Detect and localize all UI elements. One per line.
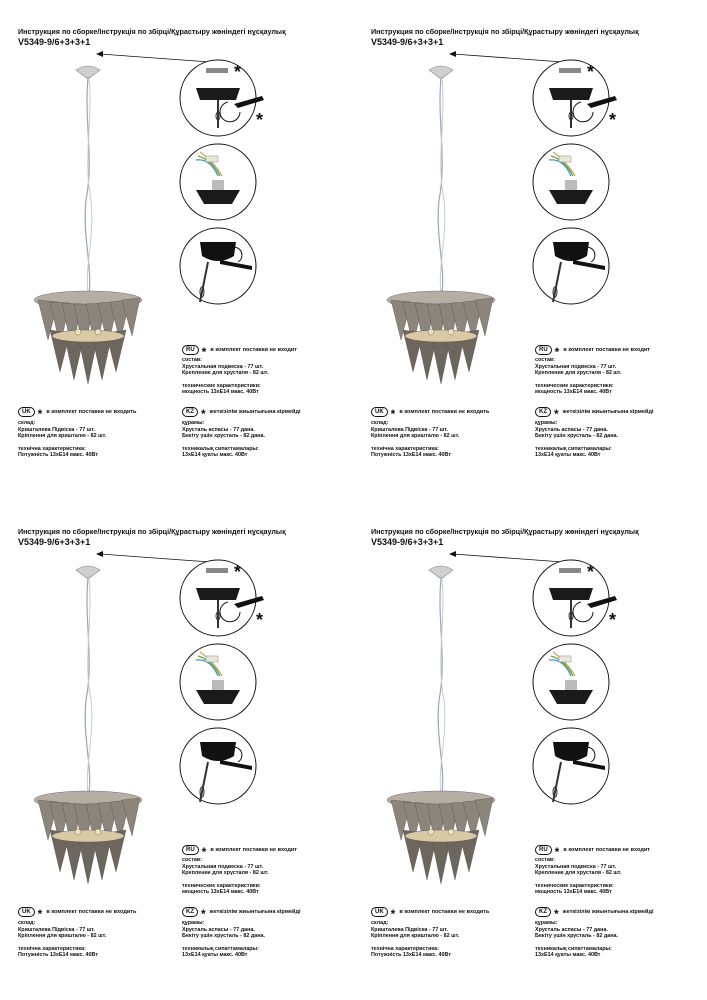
uk-specs-value: Потужність 13хЕ14 макс. 40Вт bbox=[371, 452, 451, 459]
kz-not-included: жеткізілім жиынтығына кірмейді bbox=[562, 409, 654, 415]
kz-line-2: Бекіту үшін хрусталь - 82 дана. bbox=[182, 933, 265, 940]
ru-specs-value: мощность 13хЕ14 макс. 40Вт bbox=[535, 389, 612, 396]
uk-composition-label: склад: bbox=[371, 420, 389, 426]
uk-not-included: в комплект поставки не входить bbox=[399, 409, 490, 415]
uk-line-1: Кришталева Підвіска - 77 шт. bbox=[371, 426, 448, 433]
uk-line-1: Кришталева Підвіска - 77 шт. bbox=[18, 926, 95, 933]
ru-line-1: Хрустальная подвеска - 77 шт. bbox=[535, 363, 617, 370]
ru-specs-label: технические характеристики: bbox=[535, 882, 614, 889]
uk-line-2: Кріплення для кришталю - 82 шт. bbox=[371, 933, 460, 940]
ru-specs-value: мощность 13хЕ14 макс. 40Вт bbox=[182, 389, 259, 396]
kz-specs-value: 13хЕ14 қуаты макс. 40Вт bbox=[182, 952, 248, 959]
uk-badge: UK bbox=[18, 407, 35, 417]
uk-specs-label: технічна характеристика: bbox=[18, 945, 86, 952]
cover-fix-icon bbox=[180, 728, 256, 804]
uk-badge: UK bbox=[371, 907, 388, 917]
svg-text:*: * bbox=[256, 110, 264, 130]
ru-badge: RU bbox=[535, 345, 552, 355]
ru-composition-label: состав: bbox=[535, 857, 555, 863]
svg-text:*: * bbox=[609, 110, 617, 130]
uk-header bbox=[18, 907, 137, 921]
chandelier-illustration bbox=[34, 566, 142, 884]
ru-specs-value: мощность 13хЕ14 макс. 40Вт bbox=[182, 889, 259, 896]
ru-line-2: Крепление для хрусталя - 82 шт. bbox=[535, 370, 622, 377]
pointer-arrow-icon bbox=[96, 51, 210, 62]
wiring-icon bbox=[533, 144, 609, 220]
asterisk-icon: * bbox=[554, 345, 560, 359]
ru-header bbox=[182, 345, 298, 359]
instruction-sheet bbox=[353, 0, 706, 500]
uk-not-included: в комплект поставки не входить bbox=[46, 909, 137, 915]
uk-specs-value: Потужність 13хЕ14 макс. 40Вт bbox=[18, 452, 98, 459]
uk-header bbox=[371, 907, 490, 921]
ru-specs-label: технические характеристики: bbox=[182, 382, 261, 389]
kz-not-included: жеткізілім жиынтығына кірмейді bbox=[209, 409, 301, 415]
ru-composition bbox=[182, 857, 268, 896]
chandelier-illustration bbox=[387, 66, 495, 384]
uk-line-1: Кришталева Підвіска - 77 шт. bbox=[371, 926, 448, 933]
model-number: V5349-9/6+3+3+1 bbox=[371, 37, 444, 47]
asterisk-icon: * bbox=[554, 907, 559, 921]
kz-composition-label: құрамы: bbox=[535, 920, 558, 926]
chandelier-illustration bbox=[387, 566, 495, 884]
kz-badge: KZ bbox=[535, 407, 551, 417]
ru-line-1: Хрустальная подвеска - 77 шт. bbox=[535, 863, 617, 870]
kz-composition-label: құрамы: bbox=[182, 420, 205, 426]
model-number: V5349-9/6+3+3+1 bbox=[371, 537, 444, 547]
asterisk-icon: * bbox=[554, 407, 559, 421]
kz-not-included: жеткізілім жиынтығына кірмейді bbox=[562, 909, 654, 915]
kz-specs-label: техникалық сипаттамалары: bbox=[535, 445, 612, 452]
asterisk-icon: * bbox=[37, 407, 43, 421]
kz-specs-label: техникалық сипаттамалары: bbox=[535, 945, 612, 952]
ru-not-included: в комплект поставки не входит bbox=[563, 847, 651, 853]
uk-composition bbox=[371, 920, 459, 959]
kz-header bbox=[535, 907, 654, 921]
ru-badge: RU bbox=[182, 345, 199, 355]
kz-composition bbox=[182, 920, 265, 959]
asterisk-icon: * bbox=[201, 907, 206, 921]
ru-composition bbox=[535, 357, 621, 396]
ru-line-2: Крепление для хрусталя - 82 шт. bbox=[182, 370, 269, 377]
chandelier-illustration bbox=[34, 66, 142, 384]
ru-header bbox=[182, 845, 298, 859]
kz-specs-value: 13хЕ14 қуаты макс. 40Вт bbox=[535, 452, 601, 459]
asterisk-icon: * bbox=[201, 345, 207, 359]
instruction-title: Инструкция по сборке/Інструкція по збірці/Құрастыру жөніндегі нұсқаулық bbox=[371, 27, 639, 36]
kz-header bbox=[535, 407, 654, 421]
uk-badge: UK bbox=[371, 407, 388, 417]
ru-not-included: в комплект поставки не входит bbox=[210, 847, 298, 853]
kz-header bbox=[182, 907, 301, 921]
kz-composition bbox=[535, 920, 618, 959]
model-number: V5349-9/6+3+3+1 bbox=[18, 537, 91, 547]
pointer-arrow-icon bbox=[449, 51, 563, 62]
asterisk-icon: * bbox=[201, 407, 206, 421]
ru-badge: RU bbox=[182, 845, 199, 855]
uk-line-2: Кріплення для кришталю - 82 шт. bbox=[18, 433, 107, 440]
kz-header bbox=[182, 407, 301, 421]
cover-fix-icon bbox=[533, 228, 609, 304]
ceiling-mount-icon bbox=[533, 60, 617, 136]
uk-header bbox=[18, 407, 137, 421]
ru-not-included: в комплект поставки не входит bbox=[563, 347, 651, 353]
ru-composition-label: состав: bbox=[535, 357, 555, 363]
kz-composition-label: құрамы: bbox=[182, 920, 205, 926]
ru-line-2: Крепление для хрусталя - 82 шт. bbox=[535, 870, 622, 877]
ru-composition bbox=[535, 857, 621, 896]
instruction-title: Инструкция по сборке/Інструкція по збірці/Құрастыру жөніндегі нұсқаулық bbox=[18, 27, 286, 36]
svg-text:*: * bbox=[256, 610, 264, 630]
svg-text:*: * bbox=[587, 62, 595, 82]
kz-badge: KZ bbox=[182, 407, 198, 417]
kz-line-1: Хрусталь аспасы - 77 дана. bbox=[535, 926, 608, 933]
ceiling-mount-icon bbox=[180, 60, 264, 136]
ru-composition-label: состав: bbox=[182, 357, 202, 363]
kz-line-2: Бекіту үшін хрусталь - 82 дана. bbox=[182, 433, 265, 440]
instruction-title: Инструкция по сборке/Інструкція по збірці/Құрастыру жөніндегі нұсқаулық bbox=[371, 527, 639, 536]
kz-line-1: Хрусталь аспасы - 77 дана. bbox=[182, 926, 255, 933]
uk-composition bbox=[18, 920, 106, 959]
svg-text:*: * bbox=[234, 62, 242, 82]
kz-specs-label: техникалық сипаттамалары: bbox=[182, 445, 259, 452]
ru-specs-value: мощность 13хЕ14 макс. 40Вт bbox=[535, 889, 612, 896]
uk-composition-label: склад: bbox=[371, 920, 389, 926]
uk-specs-label: технічна характеристика: bbox=[18, 445, 86, 452]
instruction-sheet bbox=[0, 0, 353, 500]
ru-line-1: Хрустальная подвеска - 77 шт. bbox=[182, 863, 264, 870]
asterisk-icon: * bbox=[390, 907, 396, 921]
uk-badge: UK bbox=[18, 907, 35, 917]
uk-composition-label: склад: bbox=[18, 920, 36, 926]
ru-not-included: в комплект поставки не входит bbox=[210, 347, 298, 353]
wiring-icon bbox=[180, 644, 256, 720]
uk-not-included: в комплект поставки не входить bbox=[46, 409, 137, 415]
uk-line-2: Кріплення для кришталю - 82 шт. bbox=[371, 433, 460, 440]
asterisk-icon: * bbox=[37, 907, 43, 921]
ru-composition-label: состав: bbox=[182, 857, 202, 863]
uk-composition bbox=[371, 420, 459, 459]
kz-line-2: Бекіту үшін хрусталь - 82 дана. bbox=[535, 433, 618, 440]
ru-badge: RU bbox=[535, 845, 552, 855]
uk-specs-value: Потужність 13хЕ14 макс. 40Вт bbox=[18, 952, 98, 959]
kz-not-included: жеткізілім жиынтығына кірмейді bbox=[209, 909, 301, 915]
kz-badge: KZ bbox=[182, 907, 198, 917]
uk-specs-label: технічна характеристика: bbox=[371, 445, 439, 452]
ru-line-2: Крепление для хрусталя - 82 шт. bbox=[182, 870, 269, 877]
instruction-sheet bbox=[0, 500, 353, 1000]
svg-text:*: * bbox=[234, 562, 242, 582]
kz-specs-value: 13хЕ14 қуаты макс. 40Вт bbox=[182, 452, 248, 459]
kz-badge: KZ bbox=[535, 907, 551, 917]
uk-line-1: Кришталева Підвіска - 77 шт. bbox=[18, 426, 95, 433]
kz-specs-label: техникалық сипаттамалары: bbox=[182, 945, 259, 952]
wiring-icon bbox=[180, 144, 256, 220]
ru-header bbox=[535, 345, 651, 359]
kz-specs-value: 13хЕ14 қуаты макс. 40Вт bbox=[535, 952, 601, 959]
uk-not-included: в комплект поставки не входить bbox=[399, 909, 490, 915]
asterisk-icon: * bbox=[201, 845, 207, 859]
instruction-sheet bbox=[353, 500, 706, 1000]
model-number: V5349-9/6+3+3+1 bbox=[18, 37, 91, 47]
cover-fix-icon bbox=[533, 728, 609, 804]
uk-line-2: Кріплення для кришталю - 82 шт. bbox=[18, 933, 107, 940]
asterisk-icon: * bbox=[390, 407, 396, 421]
ru-specs-label: технические характеристики: bbox=[535, 382, 614, 389]
uk-composition-label: склад: bbox=[18, 420, 36, 426]
ru-header bbox=[535, 845, 651, 859]
svg-text:*: * bbox=[609, 610, 617, 630]
ru-composition bbox=[182, 357, 268, 396]
svg-text:*: * bbox=[587, 562, 595, 582]
uk-header bbox=[371, 407, 490, 421]
pointer-arrow-icon bbox=[96, 551, 210, 562]
ru-specs-label: технические характеристики: bbox=[182, 882, 261, 889]
kz-line-2: Бекіту үшін хрусталь - 82 дана. bbox=[535, 933, 618, 940]
ru-line-1: Хрустальная подвеска - 77 шт. bbox=[182, 363, 264, 370]
kz-line-1: Хрусталь аспасы - 77 дана. bbox=[535, 426, 608, 433]
kz-composition-label: құрамы: bbox=[535, 420, 558, 426]
cover-fix-icon bbox=[180, 228, 256, 304]
kz-composition bbox=[182, 420, 265, 459]
pointer-arrow-icon bbox=[449, 551, 563, 562]
kz-line-1: Хрусталь аспасы - 77 дана. bbox=[182, 426, 255, 433]
uk-specs-value: Потужність 13хЕ14 макс. 40Вт bbox=[371, 952, 451, 959]
ceiling-mount-icon bbox=[533, 560, 617, 636]
uk-composition bbox=[18, 420, 106, 459]
asterisk-icon: * bbox=[554, 845, 560, 859]
ceiling-mount-icon bbox=[180, 560, 264, 636]
wiring-icon bbox=[533, 644, 609, 720]
uk-specs-label: технічна характеристика: bbox=[371, 945, 439, 952]
kz-composition bbox=[535, 420, 618, 459]
instruction-title: Инструкция по сборке/Інструкція по збірці/Құрастыру жөніндегі нұсқаулық bbox=[18, 527, 286, 536]
